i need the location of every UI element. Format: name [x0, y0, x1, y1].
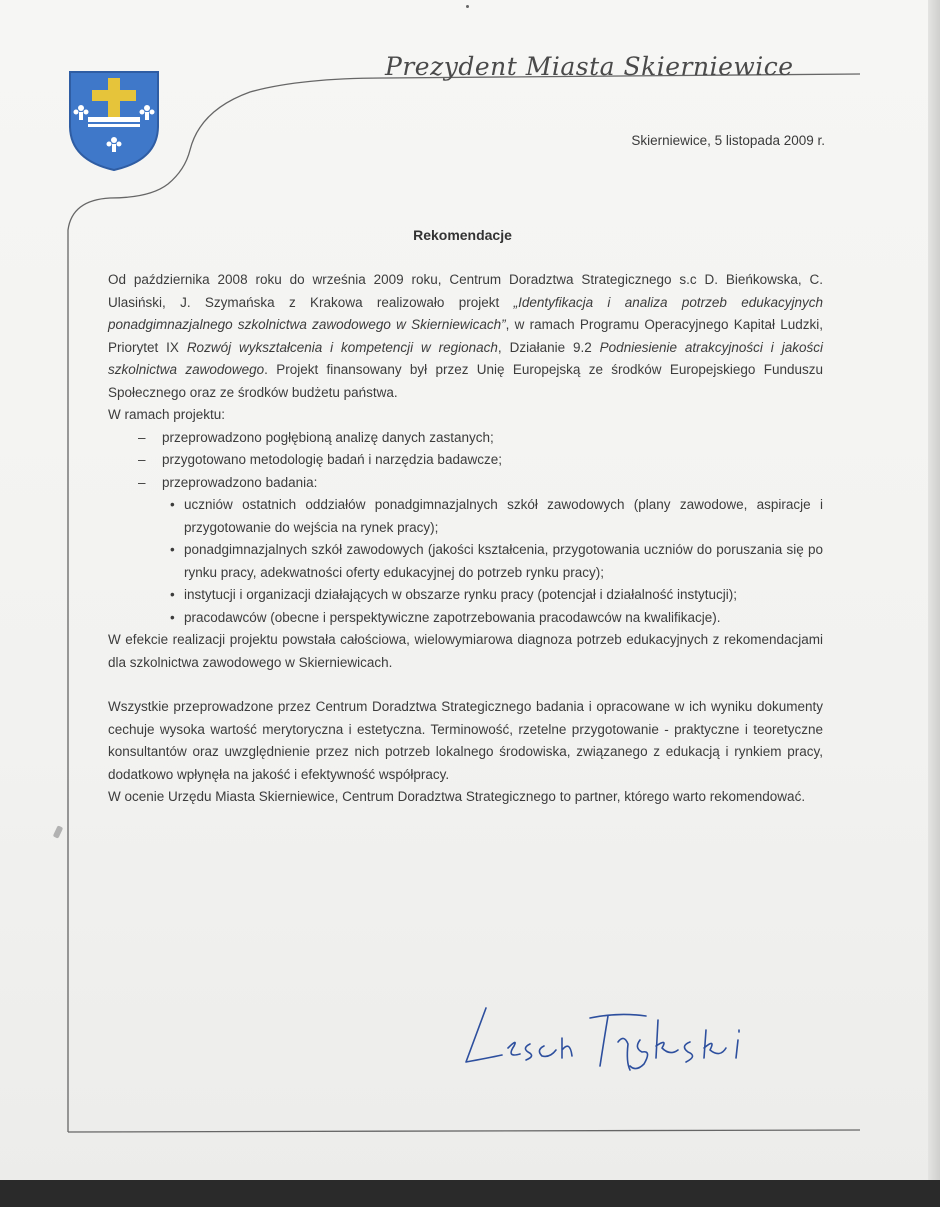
scan-border [0, 1180, 940, 1207]
list-item: • uczniów ostatnich oddziałów ponadgimnazjalnych szkół zawodowych (plany zawodowe, aspiracje i przygotowanie do wejścia na rynek pracy); [170, 494, 823, 539]
list-intro: W ramach projektu: [108, 407, 226, 422]
paragraph-spacer [108, 674, 823, 696]
research-list [108, 494, 823, 629]
list-item: • ponadgimnazjalnych szkół zawodowych (jakości kształcenia, przygotowania uczniów do poruszania się po rynku pracy, adekwatności oferty edukacyjnej do potrzeb rynku pracy); [170, 539, 823, 584]
letterhead-title: Prezydent Miasta Skierniewice [385, 52, 794, 81]
scan-edge [928, 0, 940, 1180]
coat-of-arms-icon [66, 68, 162, 172]
paragraph-recommendation: W ocenie Urzędu Miasta Skierniewice, Centrum Doradztwa Strategicznego to partner, którego warto rekomendować. [108, 789, 806, 804]
list-item: • pracodawców (obecne i perspektywiczne zapotrzebowania pracodawców na kwalifikacje). [170, 607, 823, 630]
letter-body [108, 269, 823, 809]
list-item: – przygotowano metodologię badań i narzędzia badawcze; [108, 449, 823, 472]
letter-date: Skierniewice, 5 listopada 2009 r. [631, 133, 825, 148]
list-item: – przeprowadzono badania: [108, 472, 823, 495]
paragraph-evaluation: Wszystkie przeprowadzone przez Centrum Doradztwa Strategicznego badania i opracowane w ich wyniku dokumenty cechuje wysoka wartość merytoryczna i estetyczna. Terminowość, rzetelne przygotowanie - praktyczne i teoretyczne konsultantów oraz uwzględnienie przez nich potrzeb lokalnego środowiska, związanego z edukacją i rynkiem pracy, dodatkowo wpłynęła na jakość i efektywność współpracy. [108, 699, 823, 782]
document-title: Rekomendacje [413, 227, 512, 243]
paragraph-result: W efekcie realizacji projektu powstała całościowa, wielowymiarowa diagnoza potrzeb edukacyjnych z rekomendacjami dla szkolnictwa zawodowego w Skierniewicach. [108, 632, 823, 670]
list-item: – przeprowadzono pogłębioną analizę danych zastanych; [108, 427, 823, 450]
paragraph-intro: Od października 2008 roku do września 2009 roku, Centrum Doradztwa Strategicznego s.c D. Bieńkowska, C. Ulasiński, J. Szymańska z Krakowa realizowało projekt „Identyfikacja i analiza potrzeb edukacyjnych ponadgimnazjalnego szkolnictwa zawodowego w Skierniewicach”, w ramach Programu Operacyjnego Kapitał Ludzki, Priorytet IX Rozwój wykształcenia i kompetencji w regionach, Działanie 9.2 Podniesienie atrakcyjności i jakości szkolnictwa zawodowego. Projekt finansowany był przez Unię Europejską ze środków Europejskiego Funduszu Społecznego oraz ze środków budżetu państwa. [108, 272, 823, 400]
list-item: • instytucji i organizacji działających w obszarze rynku pracy (potencjał i działalność instytucji); [170, 584, 823, 607]
activities-list [108, 427, 823, 495]
handwritten-signature [458, 1000, 778, 1075]
